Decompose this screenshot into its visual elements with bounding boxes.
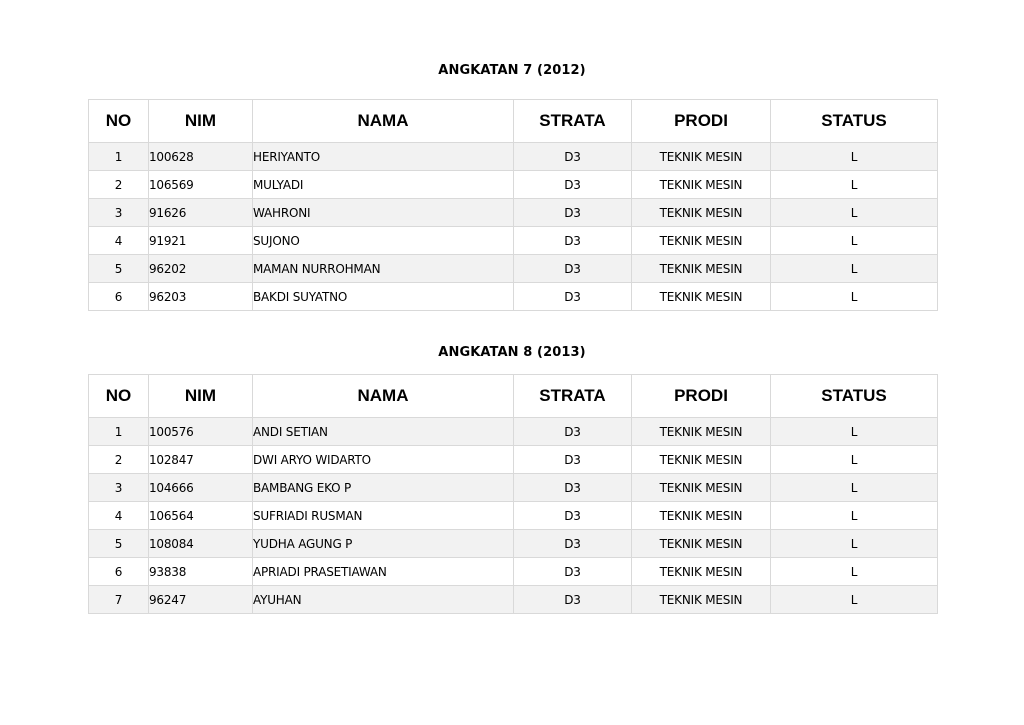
section-title: ANGKATAN 7 (2012) xyxy=(438,63,586,78)
table-row xyxy=(89,283,938,311)
column-header-no: NO xyxy=(89,100,149,143)
table-row xyxy=(89,586,938,614)
cell-status: L xyxy=(771,171,938,199)
cell-nama: MULYADI xyxy=(253,171,514,199)
table-row xyxy=(89,199,938,227)
cell-nama: DWI ARYO WIDARTO xyxy=(253,446,514,474)
column-header-strata: STRATA xyxy=(514,375,632,418)
cell-no: 6 xyxy=(89,558,149,586)
cell-nama: SUJONO xyxy=(253,227,514,255)
column-header-no: NO xyxy=(89,375,149,418)
cell-nim: 96202 xyxy=(149,255,253,283)
cell-status: L xyxy=(771,283,938,311)
cell-nim: 100628 xyxy=(149,143,253,171)
cell-status: L xyxy=(771,446,938,474)
column-header-nim: NIM xyxy=(149,375,253,418)
cell-no: 3 xyxy=(89,199,149,227)
cell-no: 6 xyxy=(89,283,149,311)
table-row xyxy=(89,143,938,171)
cell-nama: WAHRONI xyxy=(253,199,514,227)
cell-status: L xyxy=(771,418,938,446)
cell-prodi: TEKNIK MESIN xyxy=(632,418,771,446)
cell-prodi: TEKNIK MESIN xyxy=(632,474,771,502)
table-row xyxy=(89,255,938,283)
column-header-prodi: PRODI xyxy=(632,100,771,143)
cell-nim: 96247 xyxy=(149,586,253,614)
table-row xyxy=(89,530,938,558)
table-row xyxy=(89,227,938,255)
cell-prodi: TEKNIK MESIN xyxy=(632,530,771,558)
cell-strata: D3 xyxy=(514,530,632,558)
column-header-nama: NAMA xyxy=(253,375,514,418)
cell-nim: 91921 xyxy=(149,227,253,255)
column-header-nim: NIM xyxy=(149,100,253,143)
cell-prodi: TEKNIK MESIN xyxy=(632,558,771,586)
cell-nim: 108084 xyxy=(149,530,253,558)
cell-status: L xyxy=(771,530,938,558)
cell-nim: 91626 xyxy=(149,199,253,227)
column-header-prodi: PRODI xyxy=(632,375,771,418)
column-header-nama: NAMA xyxy=(253,100,514,143)
cell-nim: 106569 xyxy=(149,171,253,199)
cell-prodi: TEKNIK MESIN xyxy=(632,255,771,283)
cell-strata: D3 xyxy=(514,199,632,227)
cell-nama: APRIADI PRASETIAWAN xyxy=(253,558,514,586)
cell-prodi: TEKNIK MESIN xyxy=(632,283,771,311)
cell-no: 3 xyxy=(89,474,149,502)
cell-no: 2 xyxy=(89,446,149,474)
cell-status: L xyxy=(771,199,938,227)
cell-prodi: TEKNIK MESIN xyxy=(632,502,771,530)
cell-nim: 96203 xyxy=(149,283,253,311)
cell-status: L xyxy=(771,143,938,171)
cell-prodi: TEKNIK MESIN xyxy=(632,227,771,255)
cell-no: 7 xyxy=(89,586,149,614)
cell-nim: 102847 xyxy=(149,446,253,474)
cell-nama: ANDI SETIAN xyxy=(253,418,514,446)
cell-strata: D3 xyxy=(514,502,632,530)
cell-status: L xyxy=(771,558,938,586)
section-title: ANGKATAN 8 (2013) xyxy=(438,345,586,360)
cell-nama: BAMBANG EKO P xyxy=(253,474,514,502)
column-header-status: STATUS xyxy=(771,100,938,143)
cell-strata: D3 xyxy=(514,143,632,171)
student-table xyxy=(88,99,938,311)
cell-strata: D3 xyxy=(514,283,632,311)
table-row xyxy=(89,418,938,446)
cell-nama: YUDHA AGUNG P xyxy=(253,530,514,558)
cell-nama: MAMAN NURROHMAN xyxy=(253,255,514,283)
table-row xyxy=(89,558,938,586)
cell-nama: BAKDI SUYATNO xyxy=(253,283,514,311)
cell-nama: SUFRIADI RUSMAN xyxy=(253,502,514,530)
cell-no: 1 xyxy=(89,143,149,171)
table-header-row xyxy=(89,375,938,418)
cell-strata: D3 xyxy=(514,255,632,283)
cell-nama: AYUHAN xyxy=(253,586,514,614)
cell-no: 5 xyxy=(89,530,149,558)
cell-nim: 106564 xyxy=(149,502,253,530)
cell-strata: D3 xyxy=(514,171,632,199)
cell-prodi: TEKNIK MESIN xyxy=(632,143,771,171)
cell-strata: D3 xyxy=(514,227,632,255)
table-row xyxy=(89,502,938,530)
cell-no: 4 xyxy=(89,502,149,530)
table-row xyxy=(89,446,938,474)
cell-prodi: TEKNIK MESIN xyxy=(632,586,771,614)
table-row xyxy=(89,171,938,199)
cell-nim: 100576 xyxy=(149,418,253,446)
cell-status: L xyxy=(771,586,938,614)
cell-prodi: TEKNIK MESIN xyxy=(632,446,771,474)
cell-strata: D3 xyxy=(514,558,632,586)
cell-strata: D3 xyxy=(514,418,632,446)
cell-status: L xyxy=(771,255,938,283)
table-header-row xyxy=(89,100,938,143)
cell-nim: 93838 xyxy=(149,558,253,586)
cell-no: 2 xyxy=(89,171,149,199)
cell-prodi: TEKNIK MESIN xyxy=(632,199,771,227)
cell-nama: HERIYANTO xyxy=(253,143,514,171)
cell-status: L xyxy=(771,502,938,530)
cell-prodi: TEKNIK MESIN xyxy=(632,171,771,199)
cell-status: L xyxy=(771,474,938,502)
cell-status: L xyxy=(771,227,938,255)
cell-no: 1 xyxy=(89,418,149,446)
cell-no: 5 xyxy=(89,255,149,283)
column-header-strata: STRATA xyxy=(514,100,632,143)
cell-no: 4 xyxy=(89,227,149,255)
table-row xyxy=(89,474,938,502)
column-header-status: STATUS xyxy=(771,375,938,418)
cell-strata: D3 xyxy=(514,474,632,502)
cell-strata: D3 xyxy=(514,446,632,474)
cell-strata: D3 xyxy=(514,586,632,614)
cell-nim: 104666 xyxy=(149,474,253,502)
student-table xyxy=(88,374,938,614)
